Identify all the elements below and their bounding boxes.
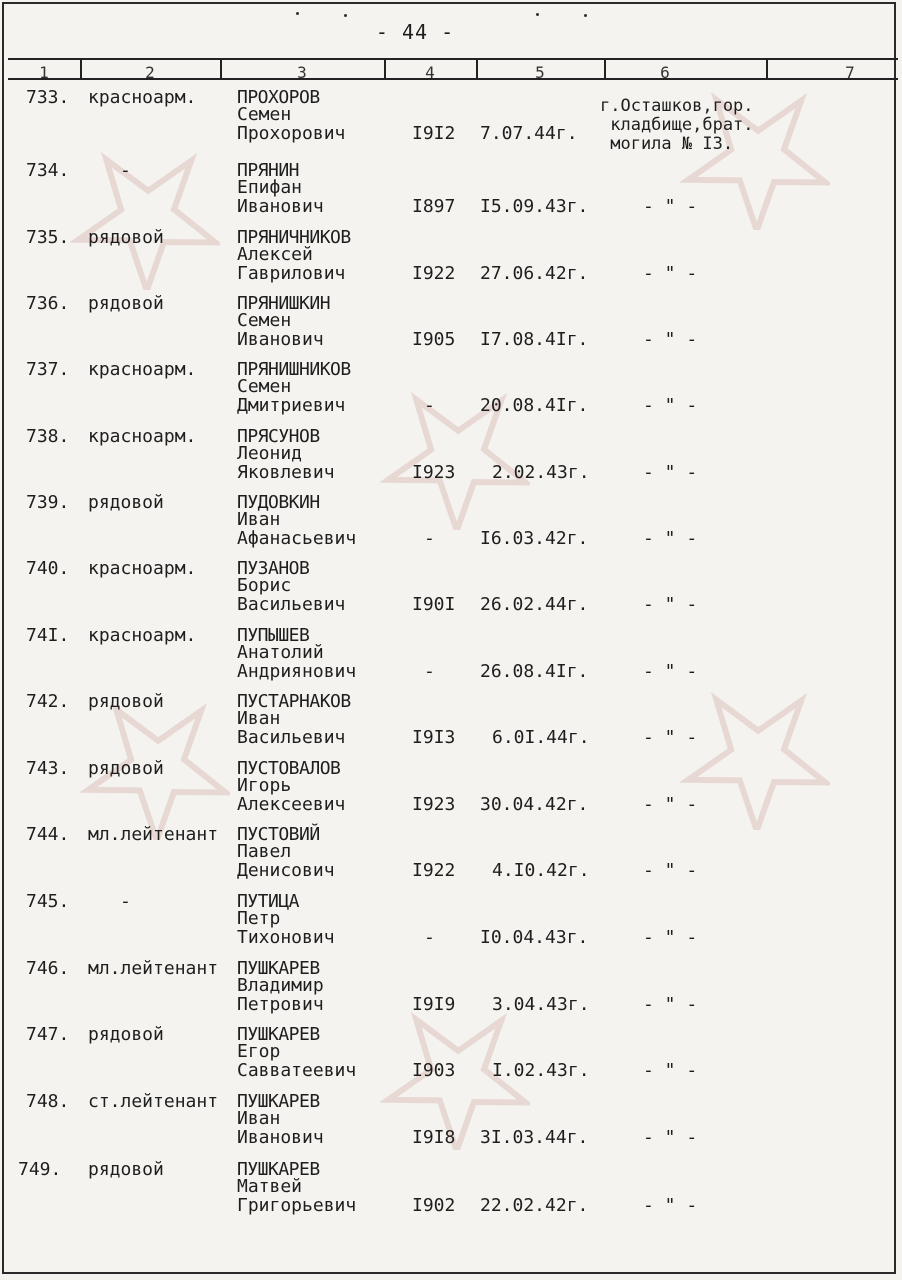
entry-firstname: Владимир xyxy=(237,975,324,996)
entry-surname: ПУДОВКИН xyxy=(237,492,320,513)
entry-surname: ПРОХОРОВ xyxy=(237,87,320,108)
entry-number: 749. xyxy=(18,1159,62,1180)
entry-burial-ditto: - " - xyxy=(643,1127,698,1148)
entry-firstname: Иван xyxy=(237,509,281,530)
table-row xyxy=(0,559,902,625)
table-row xyxy=(0,88,902,154)
entry-number: 733. xyxy=(26,87,70,108)
entry-death-date: I6.03.42г. xyxy=(480,528,589,549)
entry-rank: рядовой xyxy=(88,227,164,248)
table-row xyxy=(0,360,902,426)
entry-patronymic: Дмитриевич xyxy=(237,395,346,416)
entry-firstname: Петр xyxy=(237,908,281,929)
entry-rank: красноарм. xyxy=(88,359,197,380)
entry-patronymic: Григорьевич xyxy=(237,1195,357,1216)
entry-surname: ПРЯНИШНИКОВ xyxy=(237,359,351,380)
entry-surname: ПУШКАРЕВ xyxy=(237,1024,320,1045)
entry-rank: - xyxy=(120,160,131,181)
entry-firstname: Семен xyxy=(237,376,292,397)
entry-firstname: Игорь xyxy=(237,775,292,796)
column-number-3: 3 xyxy=(297,63,307,82)
entry-burial-ditto: - " - xyxy=(643,395,698,416)
entry-burial-ditto: - " - xyxy=(643,661,698,682)
entry-patronymic: Гаврилович xyxy=(237,263,346,284)
header-rule-top xyxy=(8,58,898,60)
entry-burial-ditto: - " - xyxy=(643,263,698,284)
column-separator xyxy=(384,60,386,78)
entry-firstname: Анатолий xyxy=(237,642,324,663)
entry-number: 737. xyxy=(26,359,70,380)
entry-firstname: Семен xyxy=(237,104,292,125)
entry-rank: ст.лейтенант xyxy=(88,1091,219,1112)
entry-burial-ditto: - " - xyxy=(643,794,698,815)
entry-burial-ditto: - " - xyxy=(643,860,698,881)
entry-firstname: Семен xyxy=(237,310,292,331)
entry-birth-year: I9I9 xyxy=(412,994,456,1015)
entry-patronymic: Иванович xyxy=(237,196,324,217)
entry-number: 742. xyxy=(26,691,70,712)
entry-number: 747. xyxy=(26,1024,70,1045)
entry-firstname: Иван xyxy=(237,708,281,729)
scan-speck xyxy=(536,13,539,16)
entry-rank: рядовой xyxy=(88,492,164,513)
table-row xyxy=(0,493,902,559)
entry-death-date: 26.02.44г. xyxy=(480,594,589,615)
column-separator xyxy=(604,60,606,78)
column-separator xyxy=(80,60,82,78)
entry-death-date: I.02.43г. xyxy=(492,1060,590,1081)
column-number-2: 2 xyxy=(145,63,155,82)
entry-rank: мл.лейтенант xyxy=(88,824,219,845)
entry-surname: ПРЯНИЧНИКОВ xyxy=(237,227,351,248)
entry-rank: - xyxy=(120,891,131,912)
entry-surname: ПУПЫШЕВ xyxy=(237,625,310,646)
table-row xyxy=(0,759,902,825)
entry-patronymic: Денисович xyxy=(237,860,335,881)
entry-death-date: I0.04.43г. xyxy=(480,927,589,948)
entry-surname: ПУСТАРНАКОВ xyxy=(237,691,351,712)
table-row xyxy=(0,228,902,294)
entry-patronymic: Петрович xyxy=(237,994,324,1015)
scan-speck xyxy=(584,14,587,17)
entry-rank: рядовой xyxy=(88,758,164,779)
entry-burial-ditto: - " - xyxy=(643,1195,698,1216)
column-separator xyxy=(476,60,478,78)
entry-number: 74I. xyxy=(26,625,70,646)
entry-number: 745. xyxy=(26,891,70,912)
entry-birth-year: I897 xyxy=(412,196,456,217)
entry-patronymic: Прохорович xyxy=(237,123,346,144)
entry-death-date: 20.08.4Iг. xyxy=(480,395,589,416)
entry-surname: ПРЯНИШКИН xyxy=(237,293,331,314)
table-row xyxy=(0,692,902,758)
entry-death-date: 4.I0.42г. xyxy=(492,860,590,881)
scan-speck xyxy=(296,12,299,15)
table-row xyxy=(0,161,902,227)
entry-death-date: 22.02.42г. xyxy=(480,1195,589,1216)
column-number-6: 6 xyxy=(660,63,670,82)
entry-surname: ПУТИЦА xyxy=(237,891,300,912)
entry-birth-year: - xyxy=(424,528,435,549)
entry-firstname: Матвей xyxy=(237,1176,303,1197)
entry-patronymic: Васильевич xyxy=(237,727,346,748)
entry-patronymic: Афанасьевич xyxy=(237,528,357,549)
table-row xyxy=(0,626,902,692)
entry-number: 748. xyxy=(26,1091,70,1112)
entry-patronymic: Иванович xyxy=(237,1127,324,1148)
column-number-1: 1 xyxy=(39,63,49,82)
entry-surname: ПРЯНИН xyxy=(237,160,300,181)
entry-birth-year: - xyxy=(424,661,435,682)
entry-birth-year: I922 xyxy=(412,860,456,881)
entry-rank: красноарм. xyxy=(88,426,197,447)
entry-patronymic: Андриянович xyxy=(237,661,357,682)
entry-death-date: 6.0I.44г. xyxy=(492,727,590,748)
column-number-4: 4 xyxy=(425,63,435,82)
column-separator xyxy=(220,60,222,78)
entry-rank: рядовой xyxy=(88,1024,164,1045)
entry-firstname: Алексей xyxy=(237,244,313,265)
entry-patronymic: Иванович xyxy=(237,329,324,350)
entry-death-date: 26.08.4Iг. xyxy=(480,661,589,682)
entry-burial-ditto: - " - xyxy=(643,528,698,549)
burial-place-note: г.Осташков,гор. кладбище,брат. могила № I3. xyxy=(600,96,754,154)
entry-firstname: Иван xyxy=(237,1108,281,1129)
entry-surname: ПРЯСУНОВ xyxy=(237,426,320,447)
entry-birth-year: I90I xyxy=(412,594,456,615)
entry-burial-ditto: - " - xyxy=(643,1060,698,1081)
entry-number: 736. xyxy=(26,293,70,314)
entry-surname: ПУСТОВИЙ xyxy=(237,824,320,845)
table-row xyxy=(0,427,902,493)
entry-surname: ПУШКАРЕВ xyxy=(237,1091,320,1112)
entry-burial-ditto: - " - xyxy=(643,196,698,217)
entry-patronymic: Тихонович xyxy=(237,927,335,948)
entry-birth-year: I903 xyxy=(412,1060,456,1081)
entry-number: 735. xyxy=(26,227,70,248)
entry-firstname: Павел xyxy=(237,841,292,862)
entry-death-date: I5.09.43г. xyxy=(480,196,589,217)
entry-rank: рядовой xyxy=(88,691,164,712)
entry-number: 738. xyxy=(26,426,70,447)
entry-patronymic: Яковлевич xyxy=(237,462,335,483)
entry-burial-ditto: - " - xyxy=(643,994,698,1015)
entry-birth-year: I9I8 xyxy=(412,1127,456,1148)
entry-death-date: 3I.03.44г. xyxy=(480,1127,589,1148)
entry-rank: мл.лейтенант xyxy=(88,958,219,979)
table-row xyxy=(0,959,902,1025)
entry-rank: красноарм. xyxy=(88,625,197,646)
column-number-7: 7 xyxy=(845,63,855,82)
entry-rank: красноарм. xyxy=(88,558,197,579)
table-row xyxy=(0,1160,902,1226)
column-number-5: 5 xyxy=(535,63,545,82)
entry-death-date: 27.06.42г. xyxy=(480,263,589,284)
table-row xyxy=(0,892,902,958)
entry-birth-year: I9I3 xyxy=(412,727,456,748)
table-row xyxy=(0,1092,902,1158)
entry-number: 740. xyxy=(26,558,70,579)
entry-birth-year: I923 xyxy=(412,462,456,483)
entry-firstname: Борис xyxy=(237,575,292,596)
entry-surname: ПУШКАРЕВ xyxy=(237,958,320,979)
entry-surname: ПУШКАРЕВ xyxy=(237,1159,320,1180)
entry-birth-year: I923 xyxy=(412,794,456,815)
entry-rank: красноарм. xyxy=(88,87,197,108)
entry-birth-year: - xyxy=(424,927,435,948)
entry-rank: рядовой xyxy=(88,1159,164,1180)
entry-death-date: I7.08.4Iг. xyxy=(480,329,589,350)
table-row xyxy=(0,1025,902,1091)
table-row xyxy=(0,294,902,360)
entry-number: 743. xyxy=(26,758,70,779)
entry-burial-ditto: - " - xyxy=(643,462,698,483)
entry-burial-ditto: - " - xyxy=(643,927,698,948)
entry-death-date: 7.07.44г. xyxy=(480,123,578,144)
entry-number: 734. xyxy=(26,160,70,181)
table-row xyxy=(0,825,902,891)
entry-death-date: 30.04.42г. xyxy=(480,794,589,815)
entry-death-date: 2.02.43г. xyxy=(492,462,590,483)
entry-patronymic: Васильевич xyxy=(237,594,346,615)
entry-birth-year: I922 xyxy=(412,263,456,284)
entry-patronymic: Алексеевич xyxy=(237,794,346,815)
entry-birth-year: I905 xyxy=(412,329,456,350)
entry-birth-year: I902 xyxy=(412,1195,456,1216)
entry-number: 739. xyxy=(26,492,70,513)
entry-birth-year: - xyxy=(424,395,435,416)
entry-birth-year: I9I2 xyxy=(412,123,456,144)
scan-speck xyxy=(344,14,347,17)
entry-rank: рядовой xyxy=(88,293,164,314)
entry-firstname: Епифан xyxy=(237,177,303,198)
entry-burial-ditto: - " - xyxy=(643,329,698,350)
entry-number: 746. xyxy=(26,958,70,979)
entry-burial-ditto: - " - xyxy=(643,594,698,615)
entry-firstname: Леонид xyxy=(237,443,303,464)
column-separator xyxy=(766,60,768,78)
entry-patronymic: Савватеевич xyxy=(237,1060,357,1081)
entry-burial-ditto: - " - xyxy=(643,727,698,748)
entry-surname: ПУСТОВАЛОВ xyxy=(237,758,341,779)
entry-surname: ПУЗАНОВ xyxy=(237,558,310,579)
page-number: - 44 - xyxy=(375,20,455,44)
entry-number: 744. xyxy=(26,824,70,845)
entry-death-date: 3.04.43г. xyxy=(492,994,590,1015)
entry-firstname: Егор xyxy=(237,1041,281,1062)
